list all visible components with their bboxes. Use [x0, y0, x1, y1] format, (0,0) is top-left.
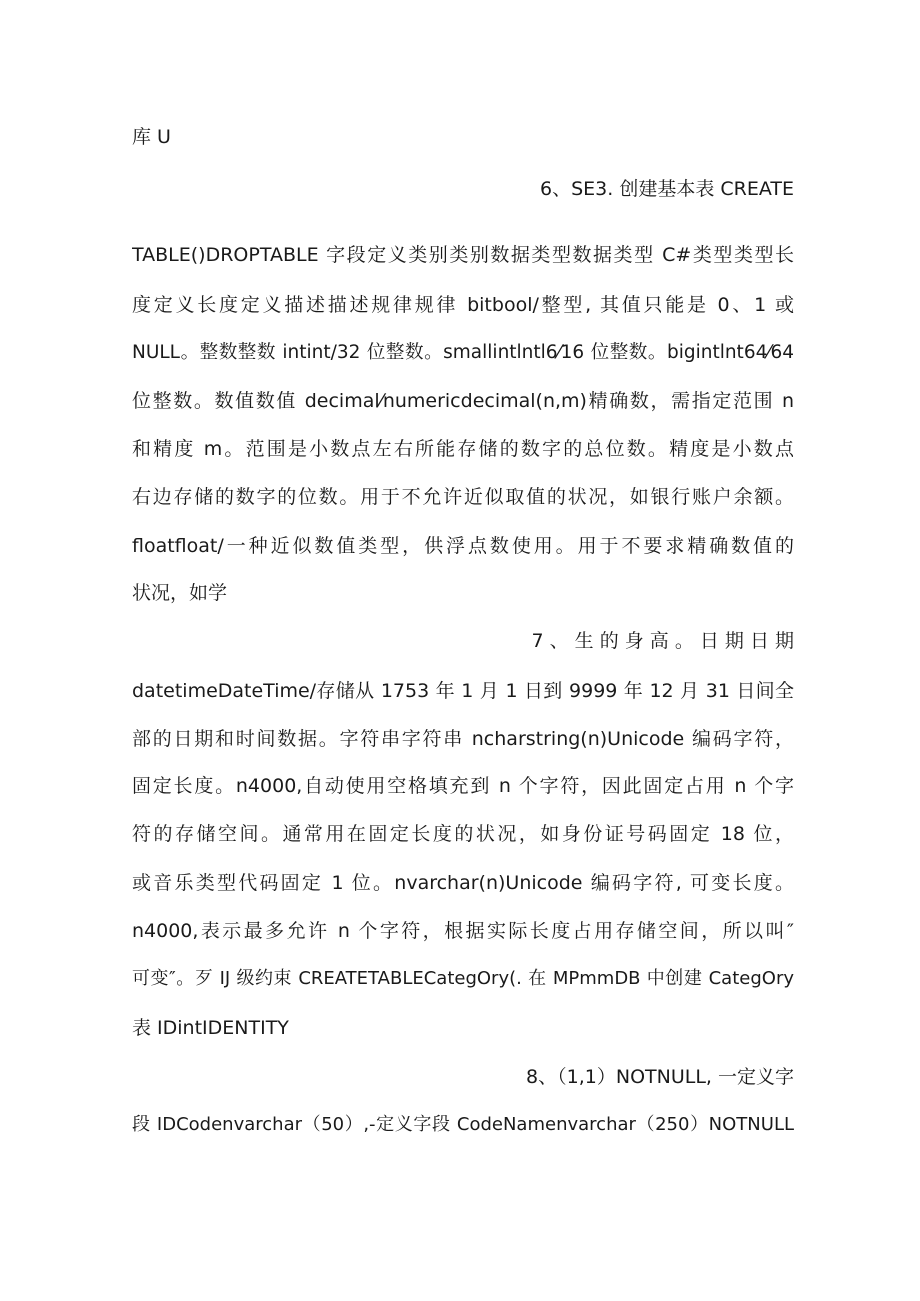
text-line: 可变″。歹 IJ 级约束 CREATETABLECategOry(. 在 MPmmDB 中创建 CategOry: [132, 968, 794, 989]
text-line: 7 、 生 的 身 高 。 日 期 日 期: [531, 630, 794, 652]
text-line: 右边存储的数字的位数。用于不允许近似取值的状况，如银行账户余额。: [132, 486, 794, 508]
text-line: 状况，如学: [132, 582, 228, 604]
text-line: 和精度 m。范围是小数点左右所能存储的数字的总位数。精度是小数点: [132, 438, 794, 460]
text-line: 段 IDCodenvarchar（50）,-定义字段 CodeNamenvarchar（250）NOTNULL: [132, 1114, 794, 1135]
text-line: 8、（1,1）NOTNULL, 一定义字: [526, 1066, 794, 1088]
text-line: 部的日期和时间数据。字符串字符串 ncharstring(n)Unicode 编码字符，: [132, 728, 794, 750]
text-line: 符的存储空间。通常用在固定长度的状况，如身份证号码固定 18 位，: [132, 823, 794, 845]
text-line: n4000,表示最多允许 n 个字符，根据实际长度占用存储空间，所以叫″: [132, 920, 794, 942]
text-line: 固定长度。n4000,自动使用空格填充到 n 个字符，因此固定占用 n 个字: [132, 775, 794, 797]
text-line: NULL。整数整数 intint/32 位整数。smallintlntl6⁄16 位整数。bigintlnt64⁄64: [132, 342, 794, 363]
text-line: 或音乐类型代码固定 1 位。nvarchar(n)Unicode 编码字符, 可变长度。: [132, 872, 794, 894]
text-line: TABLE()DROPTABLE 字段定义类别类别数据类型数据类型 C#类型类型长: [132, 244, 794, 266]
text-line: 库 U: [132, 126, 171, 148]
text-line: 位整数。数值数值 decimal⁄numericdecimal(n,m)精确数，需指定范围 n: [132, 390, 794, 412]
text-line: datetimeDateTime/存储从 1753 年 1 月 1 日到 9999 年 12 月 31 日间全: [132, 680, 794, 702]
text-line: 度定义长度定义描述描述规律规律 bitbool/整型, 其值只能是 0、1 或: [132, 294, 794, 316]
text-line: floatfloat/一种近似数值类型，供浮点数使用。用于不要求精确数值的: [132, 535, 794, 557]
text-line: 6、SE3. 创建基本表 CREATE: [540, 178, 794, 200]
text-line: 表 IDintIDENTITY: [132, 1017, 289, 1039]
